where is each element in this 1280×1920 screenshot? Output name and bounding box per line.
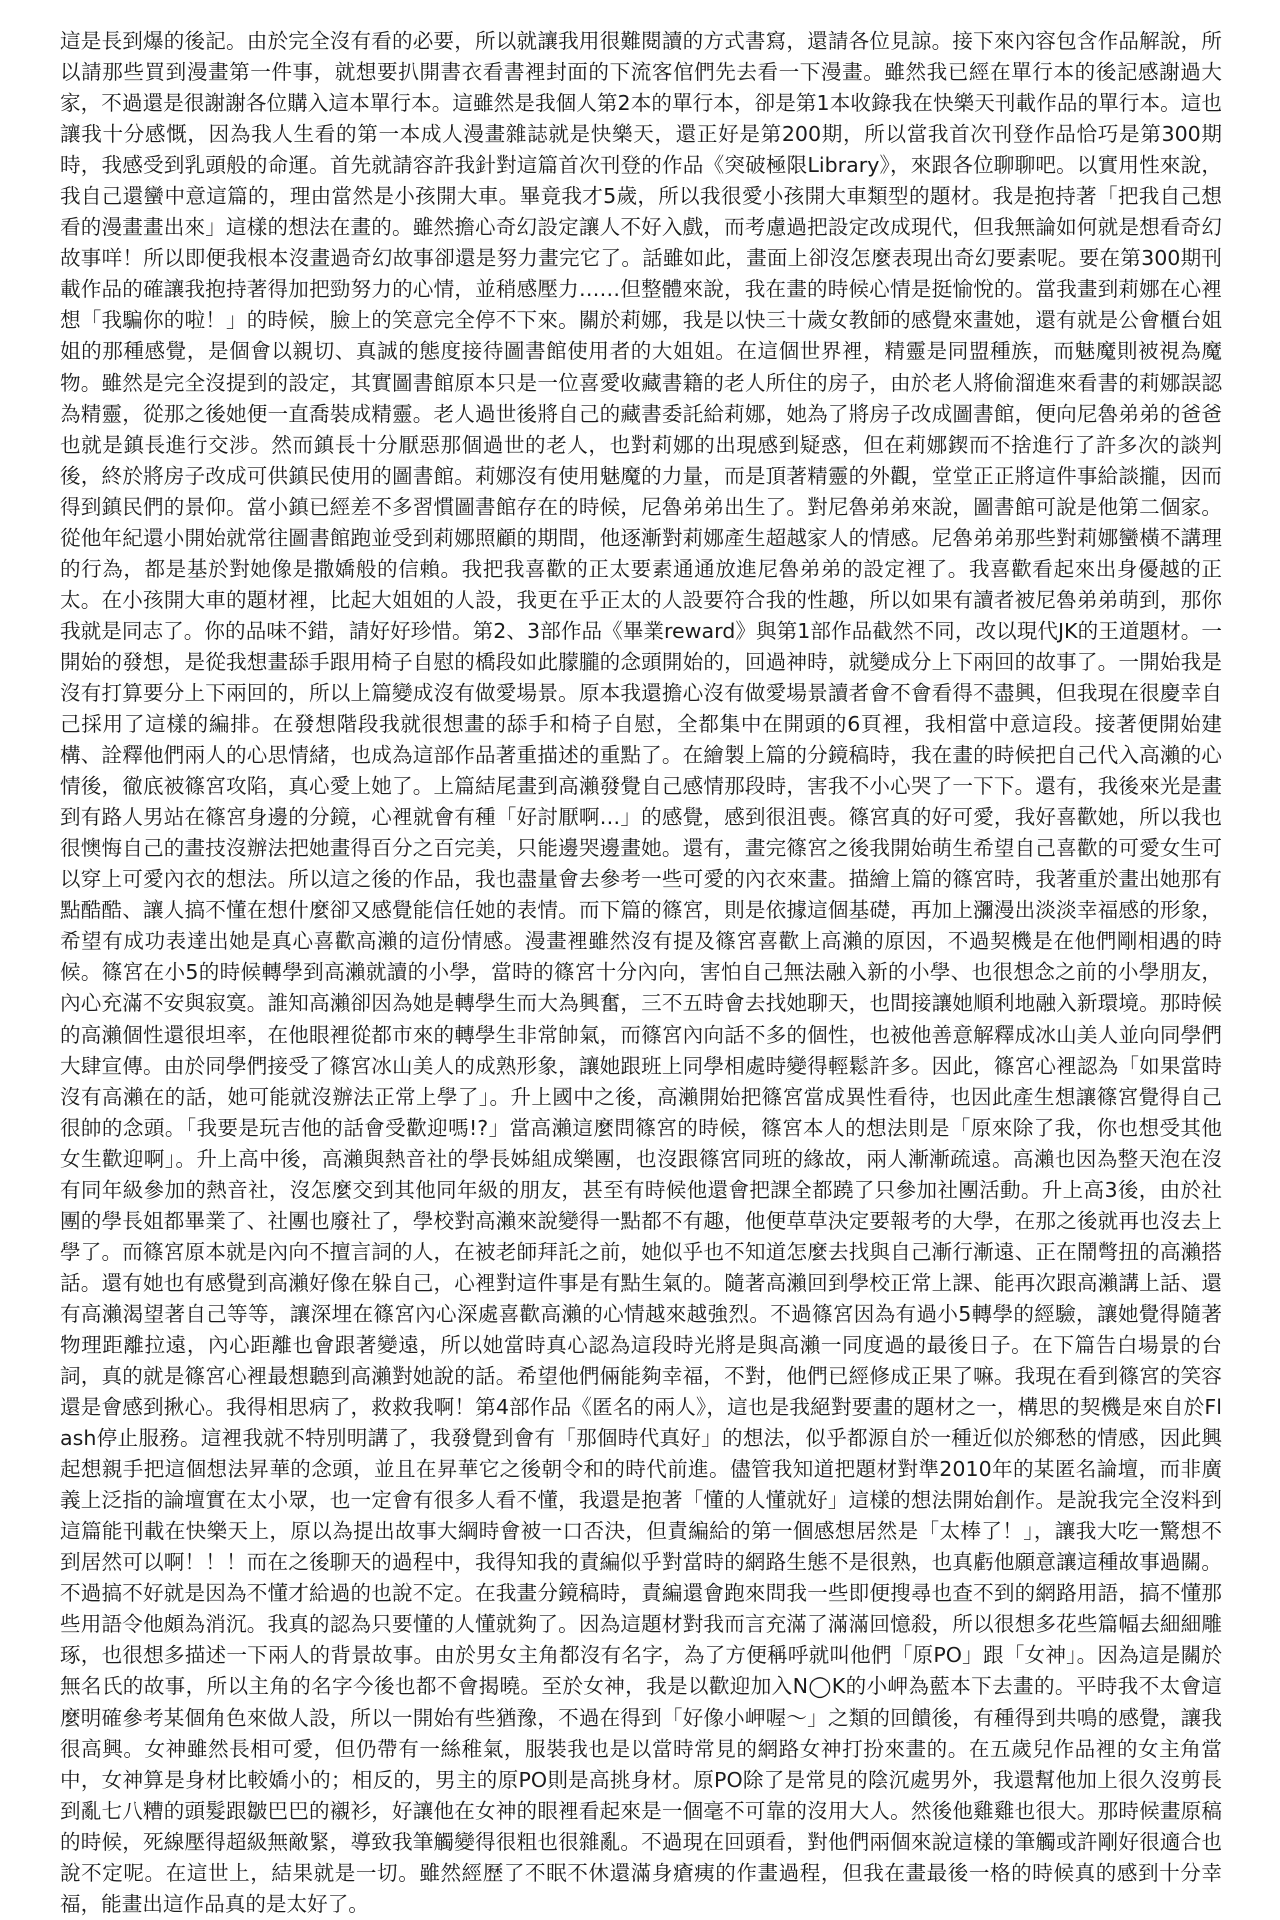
afterword-text: 這是長到爆的後記。由於完全沒有看的必要，所以就讓我用很難閱讀的方式書寫，還請各位見諒。接下來內容包含作品解說，所以請那些買到漫畫第一件事，就想要扒開書衣看書裡封面的下流客倌們先去看一下漫畫。雖然我已經在單行本的後記感謝過大家，不過還是很謝謝各位購入這本單行本。這雖然是我個人第2本的單行本，卻是第1本收錄我在快樂天刊載作品的單行本。這也讓我十分感慨，因為我人生看的第一本成人漫畫雜誌就是快樂天，還正好是第200期，所以當我首次刊登作品恰巧是第300期時，我感受到乳頭般的命運。首先就請容許我針對這篇首次刊登的作品《突破極限Library》，來跟各位聊聊吧。以實用性來說，我自己還蠻中意這篇的，理由當然是小孩開大車。畢竟我才5歲，所以我很愛小孩開大車類型的題材。我是抱持著「把我自己想看的漫畫畫出來」這樣的想法在畫的。雖然擔心奇幻設定讓人不好入戲，而考慮過把設定改成現代，但我無論如何就是想看奇幻故事咩！所以即便我根本沒畫過奇幻故事卻還是努力畫完它了。話雖如此，畫面上卻沒怎麼表現出奇幻要素呢。要在第300期刊載作品的確讓我抱持著得加把勁努力的心情，並稍感壓力……但整體來說，我在畫的時候心情是挺愉悅的。當我畫到莉娜在心裡想「我騙你的啦！」的時候，臉上的笑意完全停不下來。關於莉娜，我是以快三十歲女教師的感覺來畫她，還有就是公會櫃台姐姐的那種感覺，是個會以親切、真誠的態度接待圖書館使用者的大姐姐。在這個世界裡，精靈是同盟種族，而魅魔則被視為魔物。雖然是完全沒提到的設定，其實圖書館原本只是一位喜愛收藏書籍的老人所住的房子，由於老人將偷溜進來看書的莉娜誤認為精靈，從那之後她便一直喬裝成精靈。老人過世後將自己的藏書委託給莉娜，她為了將房子改成圖書館，便向尼魯弟弟的爸爸也就是鎮長進行交涉。然而鎮長十分厭惡那個過世的老人，也對莉娜的出現感到疑惑，但在莉娜鍥而不捨進行了許多次的談判後，終於將房子改成可供鎮民使用的圖書館。莉娜沒有使用魅魔的力量，而是頂著精靈的外觀，堂堂正正將這件事給談攏，因而得到鎮民們的景仰。當小鎮已經差不多習慣圖書館存在的時候，尼魯弟弟出生了。對尼魯弟弟來說，圖書館可說是他第二個家。從他年紀還小開始就常往圖書館跑並受到莉娜照顧的期間，他逐漸對莉娜產生超越家人的情感。尼魯弟弟那些對莉娜蠻橫不講理的行為，都是基於對她像是撒嬌般的信賴。我把我喜歡的正太要素通通放進尼魯弟弟的設定裡了。我喜歡看起來出身優越的正太。在小孩開大車的題材裡，比起大姐姐的人設，我更在乎正太的人設要符合我的性趣，所以如果有讀者被尼魯弟弟萌到，那你我就是同志了。你的品味不錯，請好好珍惜。第2、3部作品《畢業reward》與第1部作品截然不同，改以現代JK的王道題材。一開始的發想，是從我想畫舔手跟用椅子自慰的橋段如此朦朧的念頭開始的，回過神時，就變成分上下兩回的故事了。一開始我是沒有打算要分上下兩回的，所以上篇變成沒有做愛場景。原本我還擔心沒有做愛場景讀者會不會看得不盡興，但我現在很慶幸自己採用了這樣的編排。在發想階段我就很想畫的舔手和椅子自慰，全都集中在開頭的6頁裡，我相當中意這段。接著便開始建構、詮釋他們兩人的心思情緒，也成為這部作品著重描述的重點了。在繪製上篇的分鏡稿時，我在畫的時候把自己代入高瀨的心情後，徹底被篠宮攻陷，真心愛上她了。上篇結尾畫到高瀨發覺自己感情那段時，害我不小心哭了一下下。還有，我後來光是畫到有路人男站在篠宮身邊的分鏡，心裡就會有種「好討厭啊…」的感覺，感到很沮喪。篠宮真的好可愛，我好喜歡她，所以我也很懊悔自己的畫技沒辦法把她畫得百分之百完美，只能邊哭邊畫她。還有，畫完篠宮之後我開始萌生希望自己喜歡的可愛女生可以穿上可愛內衣的想法。所以這之後的作品，我也盡量會去參考一些可愛的內衣來畫。描繪上篇的篠宮時，我著重於畫出她那有點酷酷、讓人搞不懂在想什麼卻又感覺能信任她的表情。而下篇的篠宮，則是依據這個基礎，再加上瀰漫出淡淡幸福感的形象，希望有成功表達出她是真心喜歡高瀨的這份情感。漫畫裡雖然沒有提及篠宮喜歡上高瀨的原因，不過契機是在他們剛相遇的時候。篠宮在小5的時候轉學到高瀨就讀的小學，當時的篠宮十分內向，害怕自己無法融入新的小學、也很想念之前的小學朋友，內心充滿不安與寂寞。誰知高瀨卻因為她是轉學生而大為興奮，三不五時會去找她聊天，也間接讓她順利地融入新環境。那時候的高瀨個性還很坦率，在他眼裡從都市來的轉學生非常帥氣，而篠宮內向話不多的個性，也被他善意解釋成冰山美人並向同學們大肆宣傳。由於同學們接受了篠宮冰山美人的成熟形象，讓她跟班上同學相處時變得輕鬆許多。因此，篠宮心裡認為「如果當時沒有高瀨在的話，她可能就沒辦法正常上學了」。升上國中之後，高瀨開始把篠宮當成異性看待，也因此產生想讓篠宮覺得自己很帥的念頭。「我要是玩吉他的話會受歡迎嗎!?」當高瀨這麼問篠宮的時候，篠宮本人的想法則是「原來除了我，你也想受其他女生歡迎啊」。升上高中後，高瀨與熱音社的學長姊組成樂團，也沒跟篠宮同班的緣故，兩人漸漸疏遠。高瀨也因為整天泡在沒有同年級參加的熱音社，沒怎麼交到其他同年級的朋友，甚至有時候他還會把課全都蹺了只參加社團活動。升上高3後，由於社團的學長姐都畢業了、社團也廢社了，學校對高瀨來說變得一點都不有趣，他便草草決定要報考的大學，在那之後就再也沒去上學了。而篠宮原本就是內向不擅言詞的人，在被老師拜託之前，她似乎也不知道怎麼去找與自己漸行漸遠、正在鬧彆扭的高瀨搭話。還有她也有感覺到高瀨好像在躲自己，心裡對這件事是有點生氣的。隨著高瀨回到學校正常上課、能再次跟高瀨講上話、還有高瀨渴望著自己等等，讓深埋在篠宮內心深處喜歡高瀨的心情越來越強烈。不過篠宮因為有過小5轉學的經驗，讓她覺得隨著物理距離拉遠，內心距離也會跟著變遠，所以她當時真心認為這段時光將是與高瀨一同度過的最後日子。在下篇告白場景的台詞，真的就是篠宮心裡最想聽到高瀨對她說的話。希望他們倆能夠幸福，不對，他們已經修成正果了嘛。我現在看到篠宮的笑容還是會感到揪心。我得相思病了，救救我啊！第4部作品《匿名的兩人》，這也是我絕對要畫的題材之一，構思的契機是來自於Flash停止服務。這裡我就不特別明講了，我發覺到會有「那個時代真好」的想法，似乎都源自於一種近似於鄉愁的情感，因此興起想親手把這個想法昇華的念頭，並且在昇華它之後朝令和的時代前進。儘管我知道把題材對準2010年的某匿名論壇，而非廣義上泛指的論壇實在太小眾，也一定會有很多人看不懂，我還是抱著「懂的人懂就好」這樣的想法開始創作。是說我完全沒料到這篇能刊載在快樂天上，原以為提出故事大綱時會被一口否決，但責編給的第一個感想居然是「太棒了！」，讓我大吃一驚想不到居然可以啊！！！而在之後聊天的過程中，我得知我的責編似乎對當時的網路生態不是很熟，也真虧他願意讓這種故事過關。不過搞不好就是因為不懂才給過的也說不定。在我畫分鏡稿時，責編還會跑來問我一些即便搜尋也查不到的網路用語，搞不懂那些用語令他頗為消沉。我真的認為只要懂的人懂就夠了。因為這題材對我而言充滿了滿滿回憶殺，所以很想多花些篇幅去細細雕琢，也很想多描述一下兩人的背景故事。由於男女主角都沒有名字，為了方便稱呼就叫他們「原PO」跟「女神」。因為這是關於無名氏的故事，所以主角的名字今後也都不會揭曉。至於女神，我是以歡迎加入N◯K的小岬為藍本下去畫的。平時我不太會這麼明確參考某個角色來做人設，所以一開始有些猶豫，不過在得到「好像小岬喔～」之類的回饋後，有種得到共鳴的感覺，讓我很高興。女神雖然長相可愛，但仍帶有一絲稚氣，服裝我也是以當時常見的網路女神打扮來畫的。在五歲兒作品裡的女主角當中，女神算是身材比較嬌小的；相反的，男主的原PO則是高挑身材。原PO除了是常見的陰沉處男外，我還幫他加上很久沒剪長到亂七八糟的頭髮跟皺巴巴的襯衫，好讓他在女神的眼裡看起來是一個毫不可靠的沒用大人。然後他雞雞也很大。那時候畫原稿的時候，死線壓得超級無敵緊，導致我筆觸變得很粗也很雜亂。不過現在回頭看，對他們兩個來說這樣的筆觸或許剛好很適合也說不定呢。在這世上，結果就是一切。雖然經歷了不眠不休還滿身瘡痍的作畫過程，但我在畫最後一格的時候真的感到十分幸福，能畫出這作品真的是太好了。: [60, 29, 1222, 1916]
